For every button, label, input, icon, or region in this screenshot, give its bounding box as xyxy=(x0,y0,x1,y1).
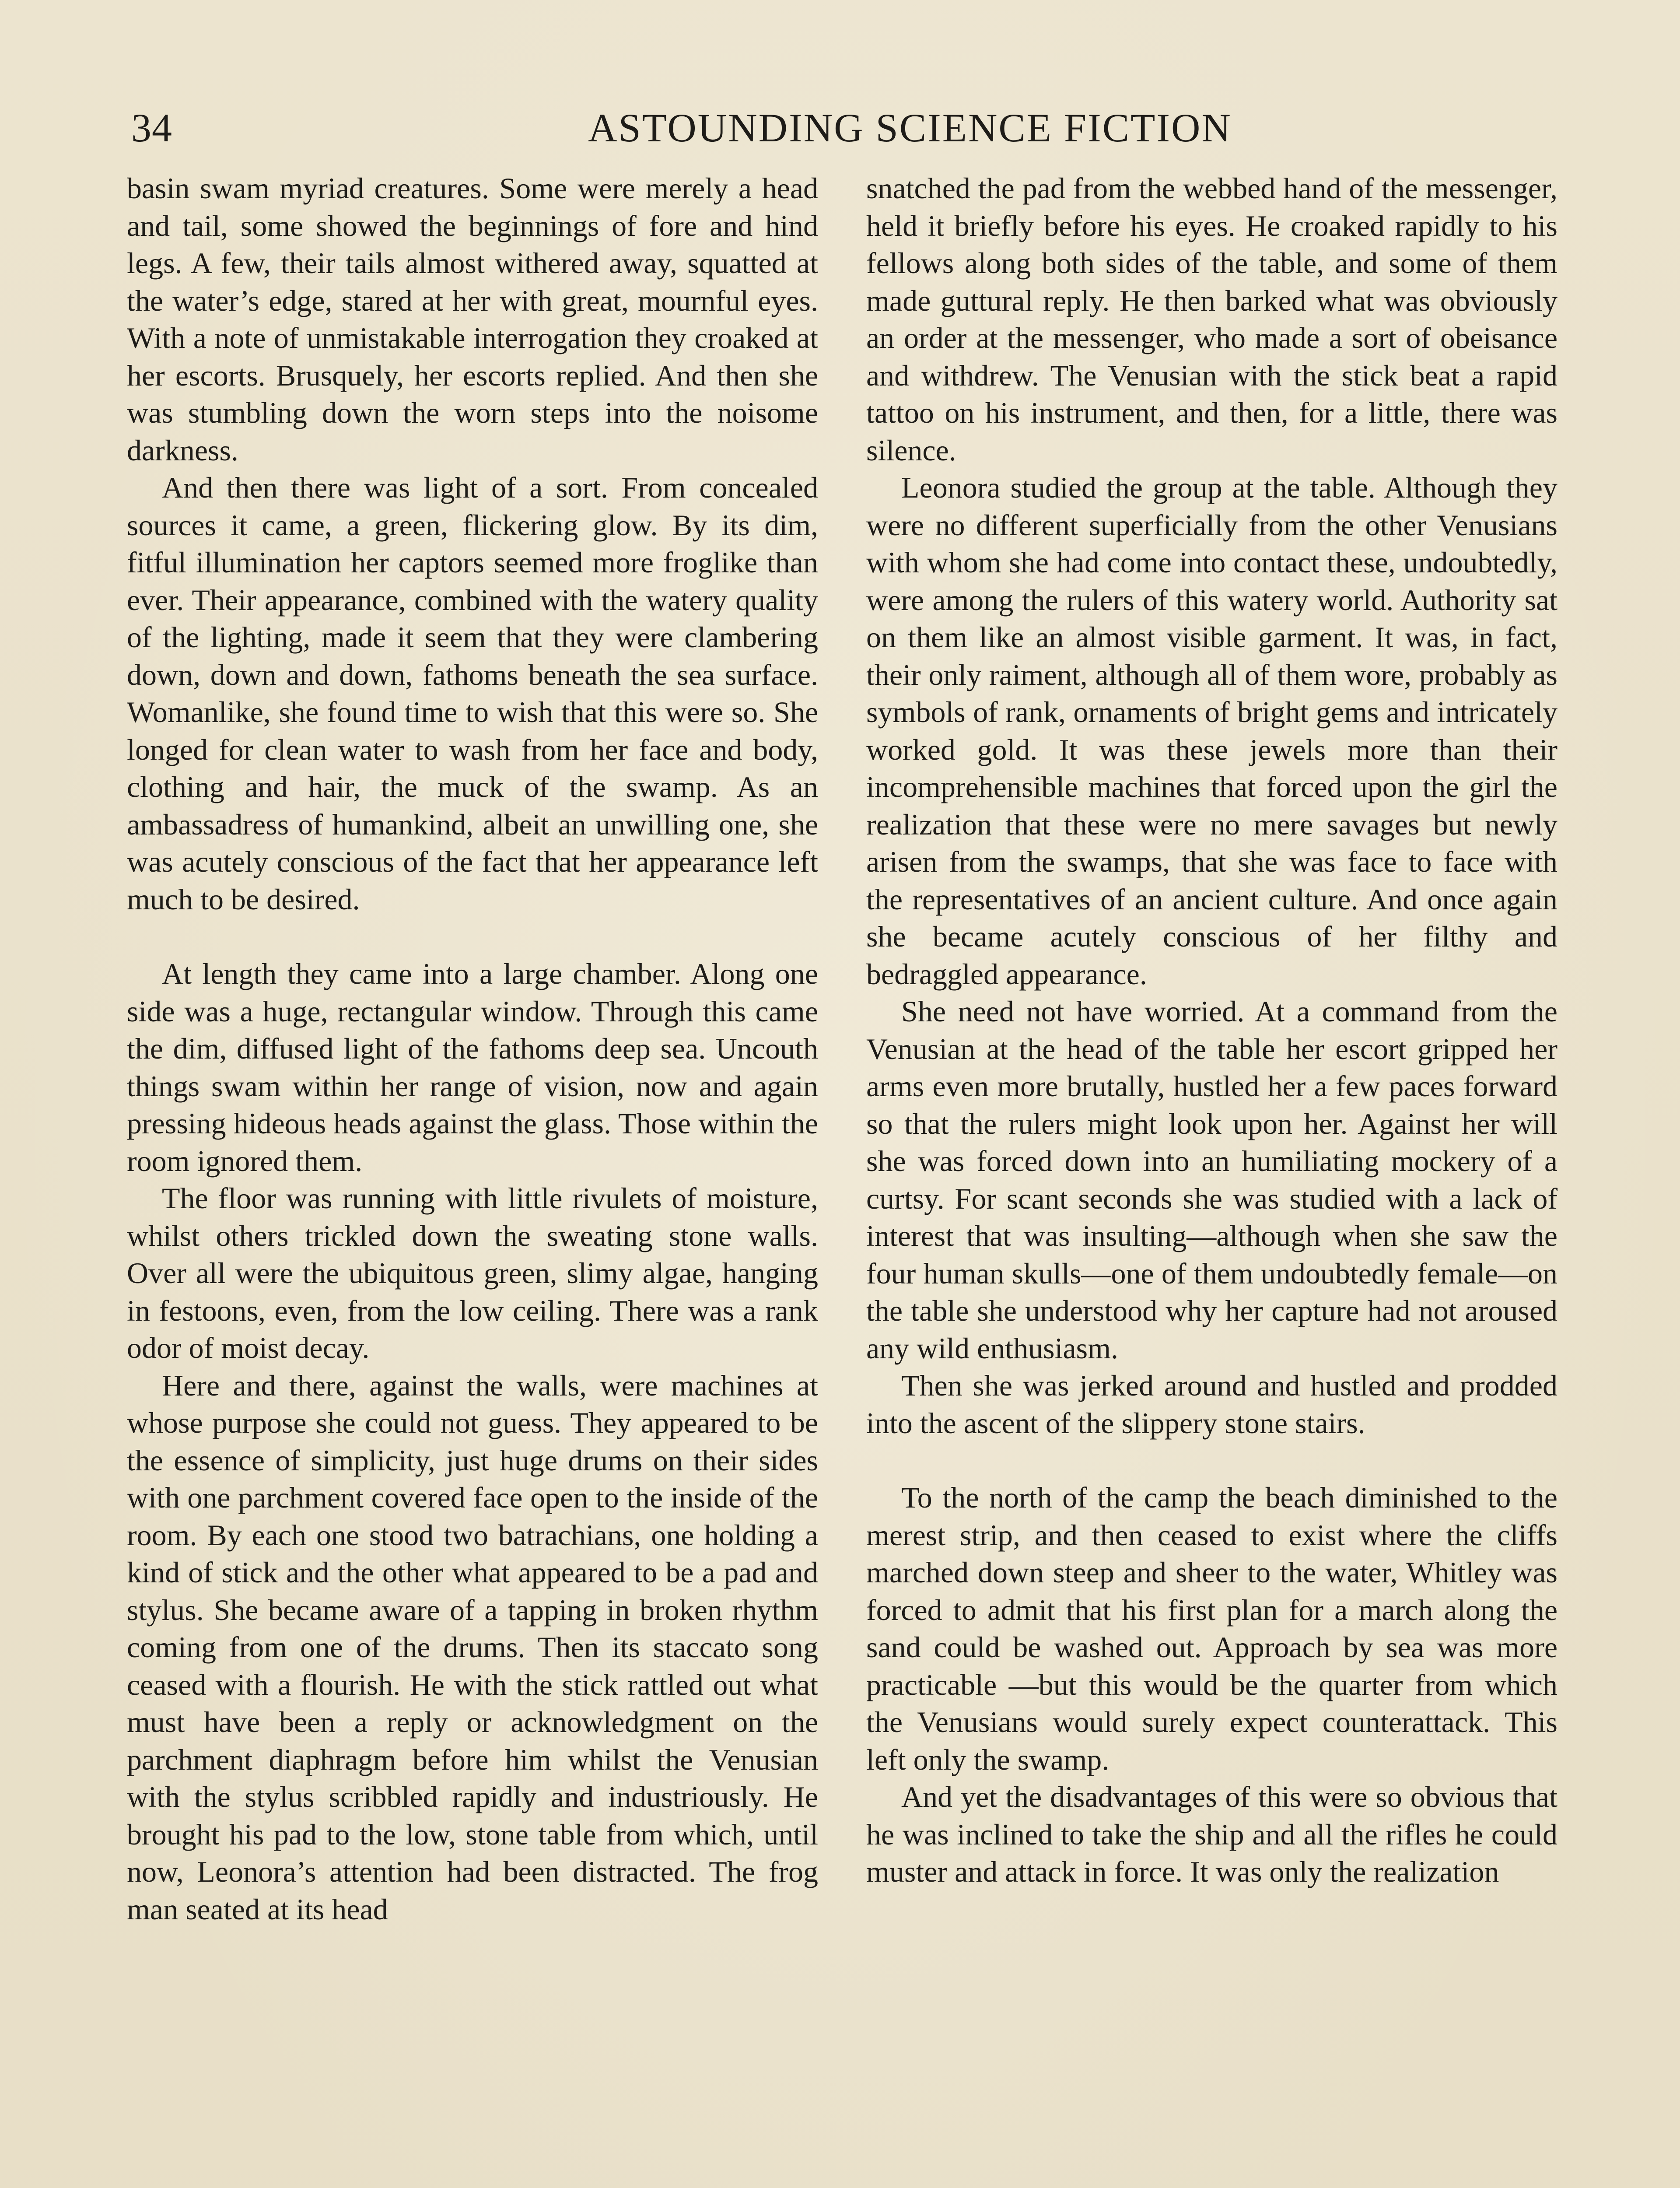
paragraph: Then she was jerked around and hustled and prodded into the ascent of the slippery stone stairs. xyxy=(866,1369,1558,1440)
paragraph: snatched the pad from the webbed hand of the messenger, held it briefly before his eyes. He croaked rapidly to his fellows along both sides of the table, and some of them made guttural reply. He then barked what was obviously an order at the messenger, who made a sort of obeisance and withdrew. The Venusian with the stick beat a rapid tattoo on his instrument, and then, for a little, there was silence. xyxy=(866,172,1558,467)
paragraph: She need not have worried. At a command from the Venusian at the head of the table her escort gripped her arms even more brutally, hustled her a few paces forward so that the rulers might look upon her. Against her will she was forced down into an humiliating mockery of a curtsy. For scant seconds she was studied with a lack of interest that was insulting—although when she saw the four human skulls—one of them undoubtedly female—on the table she understood why her capture had not aroused any wild enthusiasm. xyxy=(866,995,1558,1365)
paragraph: basin swam myriad creatures. Some were merely a head and tail, some showed the beginnings of fore and hind legs. A few, their tails almost withered away, squatted at the water’s edge, stared at her with great, mournful eyes. With a note of unmistakable interrogation they croaked at her escorts. Brusquely, her escorts replied. And then she was stumbling down the worn steps into the noisome darkness. xyxy=(127,172,818,467)
left-text-column xyxy=(127,170,818,1928)
right-text-column xyxy=(866,170,1558,1891)
running-title: ASTOUNDING SCIENCE FICTION xyxy=(588,105,1232,150)
paragraph: Here and there, against the walls, were machines at whose purpose she could not guess. They appeared to be the essence of simplicity, just huge drums on their sides with one parchment covered face open to the inside of the room. By each one stood two batrachians, one holding a kind of stick and the other what appeared to be a pad and stylus. She became aware of a tapping in broken rhythm coming from one of the drums. Then its staccato song ceased with a flourish. He with the stick rattled out what must have been a reply or acknowledgment on the parchment diaphragm before him whilst the Venusian with the stylus scribbled rapidly and industriously. He brought his pad to the low, stone table from which, until now, Leonora’s attention had been distracted. The frog man seated at its head xyxy=(127,1368,818,1926)
paragraph: To the north of the camp the beach diminished to the merest strip, and then ceased to exist where the cliffs marched down steep and sheer to the water, Whitley was forced to admit that his first plan for a march along the sand could be washed out. Approach by sea was more practicable —but this would be the quarter from which the Venusians would surely expect counterattack. This left only the swamp. xyxy=(866,1481,1558,1776)
paragraph: The floor was running with little rivulets of moisture, whilst others trickled down the sweating stone walls. Over all were the ubiquitous green, slimy algae, hanging in festoons, even, from the low ceiling. There was a rank odor of moist decay. xyxy=(127,1182,818,1364)
page-number: 34 xyxy=(131,105,172,150)
paragraph: At length they came into a large chamber. Along one side was a huge, rectangular window. Through this came the dim, diffused light of the fathoms deep sea. Uncouth things swam within her range of vision, now and again pressing hideous heads against the glass. Those within the room ignored them. xyxy=(127,957,818,1178)
paragraph: Leonora studied the group at the table. Although they were no different superficially from the other Venusians with whom she had come into contact these, undoubtedly, were among the rulers of this watery world. Authority sat on them like an almost visible garment. It was, in fact, their only raiment, although all of them wore, probably as symbols of rank, ornaments of bright gems and intricately worked gold. It was these jewels more than their incomprehensible machines that forced upon the girl the realization that these were no mere savages but newly arisen from the swamps, that she was face to face with the representatives of an ancient culture. And once again she became acutely conscious of her filthy and bedraggled appearance. xyxy=(866,471,1558,991)
paragraph: And yet the disadvantages of this were so obvious that he was inclined to take the ship and all the rifles he could muster and attack in force. It was only the realization xyxy=(866,1780,1558,1888)
paragraph: And then there was light of a sort. From concealed sources it came, a green, flickering glow. By its dim, fitful illumination her captors seemed more froglike than ever. Their appearance, combined with the watery quality of the lighting, made it seem that they were clambering down, down and down, fathoms beneath the sea surface. Womanlike, she found time to wish that this were so. She longed for clean water to wash from her face and body, clothing and hair, the muck of the swamp. As an ambassadress of humankind, albeit an unwilling one, she was acutely conscious of the fact that her appearance left much to be desired. xyxy=(127,471,818,916)
page-header xyxy=(131,97,1575,158)
